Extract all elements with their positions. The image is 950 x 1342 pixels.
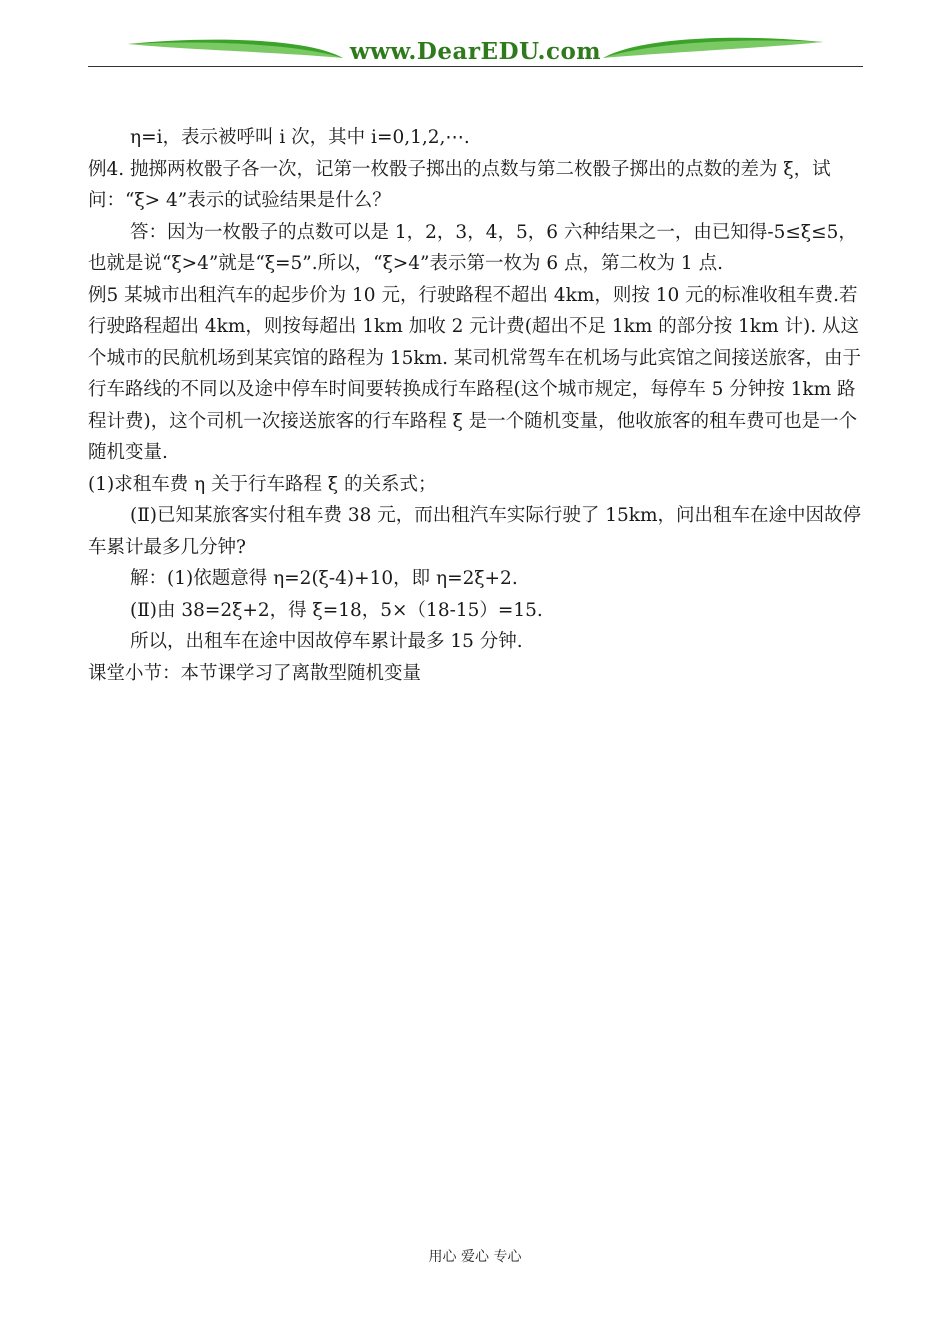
lesson-summary: 课堂小节：本节课学习了离散型随机变量 (88, 662, 422, 684)
solution-part-1: 解：(1)依题意得 η=2(ξ-4)+10，即 η=2ξ+2. (130, 568, 518, 589)
solution-part-2: (Ⅱ)由 38=2ξ+2，得 ξ=18，5×（18-15）=15. (130, 599, 543, 621)
paragraph-1: η=i，表示被呼叫 i 次，其中 i=0,1,2,⋯. (130, 127, 470, 148)
example-4-answer: 答：因为一枚骰子的点数可以是 1，2，3，4，5，6 六种结果之一，由已知得-5≤ξ≤5，也就是说“ξ>4”就是“ξ=5”.所以，“ξ>4”表示第一枚为 6 点，第二枚为 1 点. (88, 221, 857, 274)
solution-conclusion: 所以，出租车在途中因故停车累计最多 15 分钟. (130, 631, 523, 652)
page-footer: 用心 爱心 专心 (428, 1249, 522, 1265)
example-5-question: 例5 某城市出租汽车的起步价为 10 元，行驶路程不超出 4km，则按 10 元的标准收租车费.若行驶路程超出 4km，则按每超出 1km 加收 2 元计费(超出不足 1km 的部分按 1km 计). 从这个城市的民航机场到某宾馆的路程为 15km. 某司机常驾车在机场与此宾馆之间接送旅客，由于行车路线的不同以及途中停车时间要转换成行车路程(这个城市规定，每停车 5 分钟按 1km 路程计费)，这个司机一次接送旅客的行车路程 ξ 是一个随机变量，他收旅客的租车费可也是一个随机变量. (88, 284, 861, 463)
site-logo: www.DearEDU.com (349, 38, 602, 65)
document-body (88, 122, 864, 689)
example-4-question: 例4. 抛掷两枚骰子各一次，记第一枚骰子掷出的点数与第二枚骰子掷出的点数的差为 ξ，试问：“ξ> 4”表示的试验结果是什么？ (88, 158, 831, 211)
example-5-part-2: (Ⅱ)已知某旅客实付租车费 38 元，而出租汽车实际行驶了 15km，问出租车在途中因故停车累计最多几分钟? (88, 505, 861, 558)
page-header (88, 28, 863, 70)
example-5-part-1: (1)求租车费 η 关于行车路程 ξ 的关系式； (88, 473, 437, 495)
header-divider (88, 66, 863, 67)
